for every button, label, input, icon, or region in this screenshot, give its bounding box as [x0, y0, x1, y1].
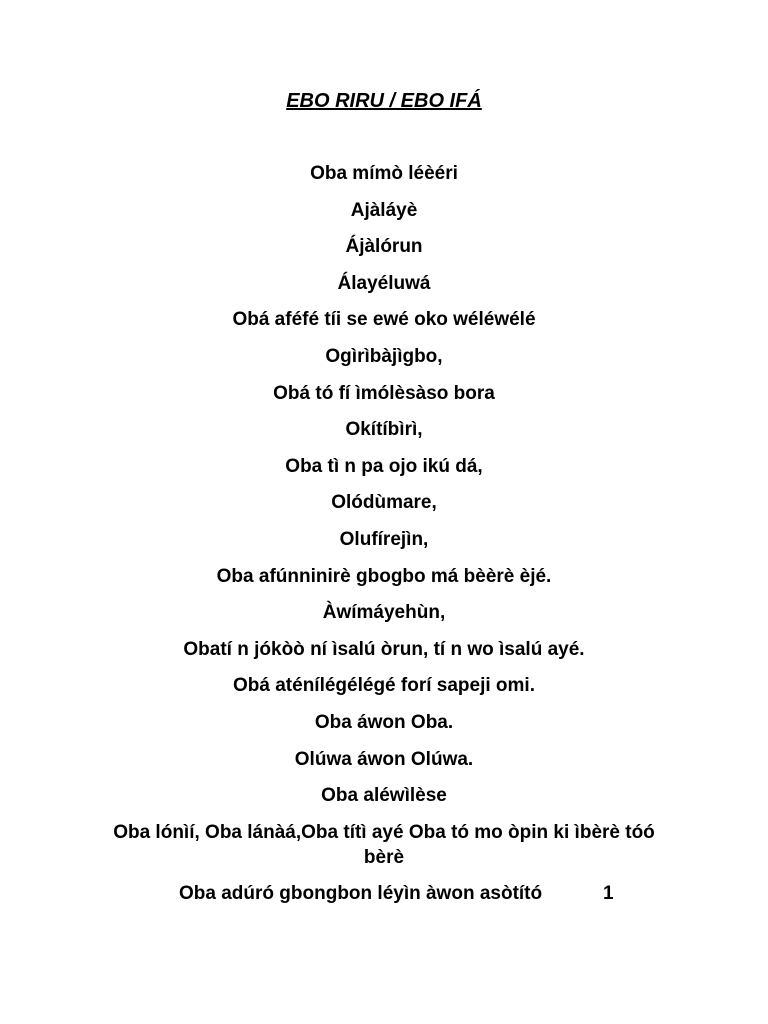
- verse-line: Ájàlórun: [345, 236, 423, 258]
- verse-line: Obatí n jókòò ní ìsalú òrun, tí n wo ìsalú ayé.: [183, 638, 585, 660]
- verse-line: Okítíbìrì,: [345, 419, 423, 441]
- verse-line: Oba tì n pa ojo ikú dá,: [285, 455, 483, 477]
- verse-line: Olufírejìn,: [339, 528, 429, 550]
- verse-line: Oba mímò léèéri: [310, 163, 458, 184]
- verse-list: [0, 162, 768, 821]
- verse-line: Olódùmare,: [331, 492, 437, 514]
- verse-line: Oba afúnninirè gbogbo má bèèrè èjé.: [216, 565, 552, 587]
- document-title: EBO RIRU / EBO IFÁ: [286, 90, 482, 112]
- verse-line: Obá tó fí ìmólèsàso bora: [273, 382, 495, 404]
- verse-line: Oba áwon Oba.: [314, 711, 454, 733]
- verse-line: Ogìrìbàjìgbo,: [325, 345, 443, 367]
- verse-line: Ajàláyè: [350, 199, 418, 221]
- verse-line: Oba aléwìlèse: [321, 785, 447, 807]
- page-number: 1: [603, 883, 614, 904]
- verse-line-last: Oba adúró gbongbon léyìn àwon asòtító: [179, 883, 543, 904]
- verse-line: Olúwa áwon Olúwa.: [294, 748, 474, 770]
- verse-line: Álayéluwá: [337, 272, 431, 294]
- verse-line: Obá aféfé tíi se ewé oko wéléwélé: [232, 309, 536, 331]
- verse-line: Àwímáyehùn,: [322, 602, 446, 624]
- verse-line-wrapped: Oba lónìí, Oba lánàá,Oba títì ayé Oba tó mo òpin ki ìbèrè tóó bèrè: [113, 822, 655, 868]
- verse-line: Obá aténílégélégé forí sapeji omi.: [233, 675, 535, 697]
